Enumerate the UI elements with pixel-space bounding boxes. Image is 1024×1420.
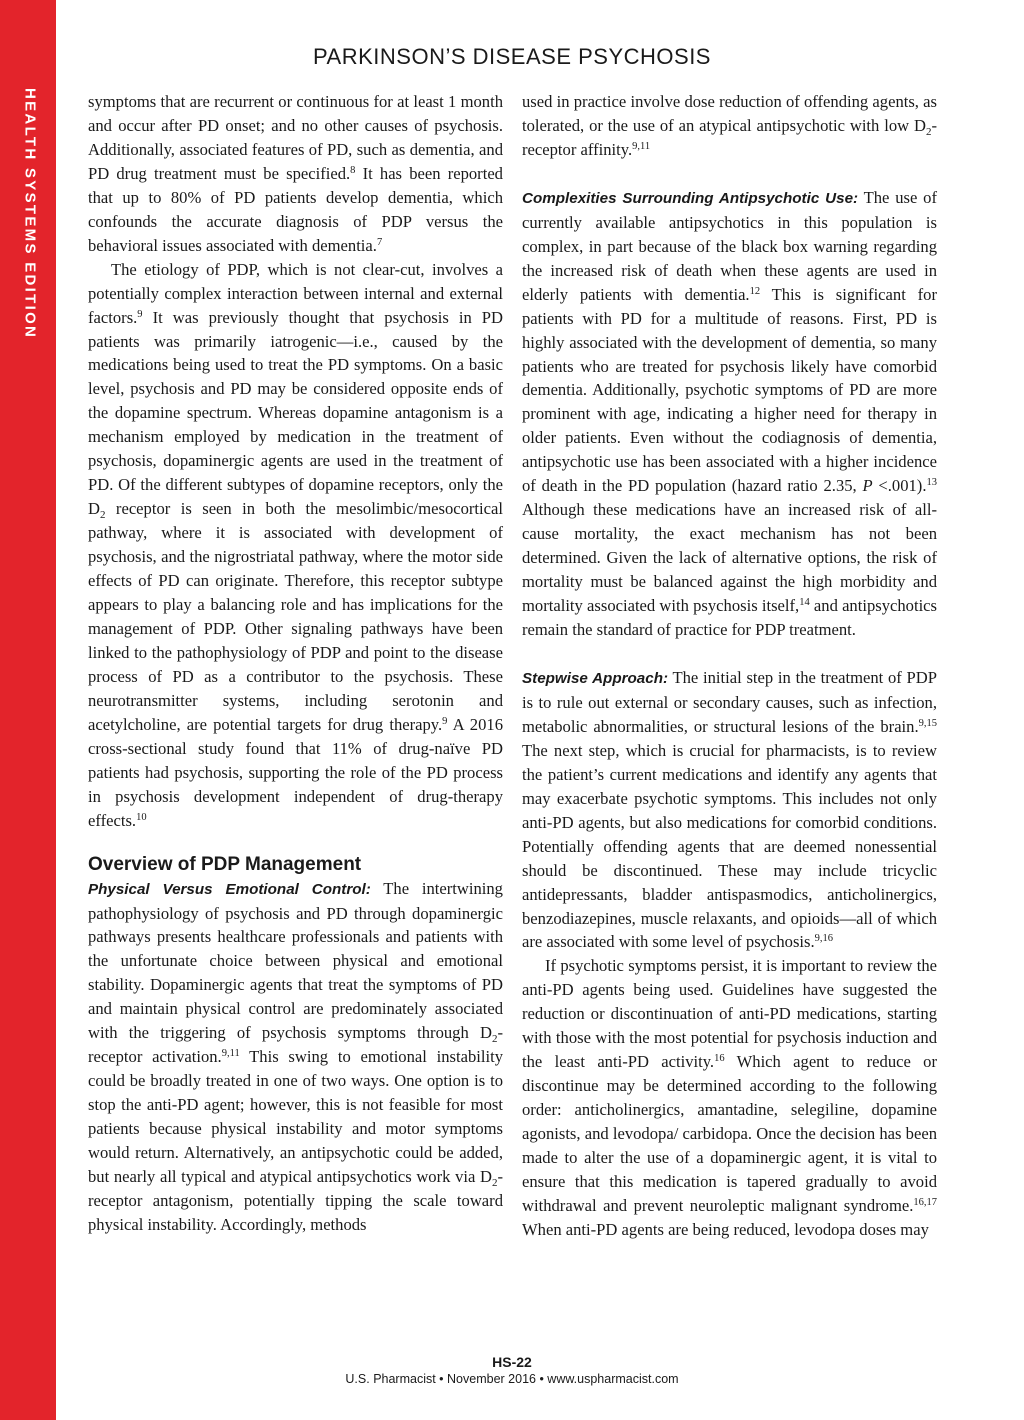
reference-superscript: 14 (799, 597, 810, 609)
section-heading: Overview of PDP Management (88, 853, 362, 875)
subscript: 2 (925, 125, 932, 138)
paragraph: Stepwise Approach: The initial step in the treatment of PDP is to rule out external or secondary causes, such as infection, metabolic abnormalities, or structural lesions of the brain.$^{9,15}$ The next step, which is crucial for pharmacists, is to review the patient’s current medications and identify any agents that may exacerbate psychotic symptoms. This includes not only anti-PD agents, but also medications for comorbid conditions. Potentially offending agents that are deemed nonessential should be discontinued. These may include tricyclic antidepressants, bladder antispasmodics, anticholinergics, benzodiazepines, muscle relaxants, and opioids—all of which are associated with some level of psychosis.$^{9,16}$ (522, 667, 937, 952)
subscript: 2 (99, 509, 106, 522)
reference-superscript: 7 (376, 236, 383, 248)
subscript: 2 (491, 1033, 498, 1046)
reference-superscript: 16,17 (913, 1196, 937, 1208)
paragraph: If psychotic symptoms persist, it is important to review the anti-PD agents being used. Guidelines have suggested the reduction or discontinuation of anti-PD medications, starting with those with the most potential for psychosis induction and the least anti-PD activity.$^{16}$ Which agent to reduce or discontinue may be determined according to the following order: anticholinergics, amantadine, selegiline, dopamine agonists, and levodopa/ carbidopa. Once the decision has been made to alter the use of a dopaminergic agent, it is vital to ensure that this medication is tapered gradually to avoid withdrawal and prevent neuroleptic malignant syndrome.$^{16,17}$ When anti-PD agents are being reduced, levodopa doses may (522, 956, 937, 1239)
side-tab (0, 0, 56, 1420)
paragraph: The etiology of PDP, which is not clear-cut, involves a potentially complex interaction between internal and external factors.$^9$ It was previously thought that psychosis in PD patients was primarily iatrogenic—i.e., caused by the medications being used to treat the PD symptoms. On a basic level, psychosis and PD may be considered opposite ends of the dopamine spectrum. Whereas dopamine antagonism is a mechanism employed by medication in the treatment of psychosis, dopaminergic agents are used in the treatment of PD. Of the different subtypes of dopamine receptors, only the $D_2$ receptor is seen in both the mesolimbic/mesocortical pathway, where it is associated with development of psychosis, and the nigrostriatal pathway, where the motor side effects of PD can originate. Therefore, this receptor subtype appears to play a balancing role and has implications for the management of PDP. Other signaling pathways have been linked to the pathophysiology of PDP and point to the disease process of PD as a contributor to the psychosis. These neurotransmitter systems, including serotonin and acetylcholine, are potential targets for drug therapy.$^9$ A 2016 cross-sectional study found that 11% of drug-naïve PD patients had psychosis, supporting the role of the PD process in psychosis development independent of drug-therapy effects.$^{10}$ (88, 259, 503, 830)
running-head: PARKINSON’S DISEASE PSYCHOSIS (313, 44, 711, 69)
reference-superscript: 9 (137, 308, 143, 320)
reference-superscript: 9 (442, 715, 448, 727)
reference-superscript: 12 (749, 285, 761, 297)
paragraph: used in practice involve dose reduction of offending agents, as tolerated, or the use of an atypical antipsychotic with low $D_2$-receptor affinity.$^{9,11}$ (522, 92, 937, 159)
run-in-heading: Complexities Surrounding Antipsychotic Use: (522, 189, 859, 207)
right-column (522, 90, 937, 1242)
reference-superscript: 9,11 (221, 1048, 240, 1060)
run-in-heading: Physical Versus Emotional Control: (88, 880, 371, 898)
run-in-heading: Stepwise Approach: (522, 669, 669, 687)
left-column (88, 90, 503, 1237)
reference-superscript: 9,11 (632, 140, 651, 152)
reference-superscript: 8 (350, 164, 356, 176)
reference-superscript: 10 (136, 811, 147, 823)
paragraph: Complexities Surrounding Antipsychotic Use: The use of currently available antipsychotics in this population is complex, in part because of the black box warning regarding the increased risk of death when these agents are used in elderly patients with dementia.$^{12}$ This is significant for patients with PD for a multitude of reasons. First, PD is highly associated with the development of dementia, so many patients who are treated for psychosis likely have comorbid dementia. Additionally, psychotic symptoms of PD are more prominent with age, indicating a higher need for therapy in older patients. Even without the codiagnosis of dementia, antipsychotic use has been associated with a higher incidence of death in the PD population (hazard ratio 2.35, P <.001).$^{13}$ Although these medications have an increased risk of all-cause mortality, the exact mechanism has not been determined. Given the lack of alternative options, the risk of mortality must be balanced against the high morbidity and mortality associated with psychosis itself,$^{14}$ and antipsychotics remain the standard of practice for PDP treatment. (522, 187, 937, 640)
reference-superscript: 9,16 (814, 933, 833, 945)
reference-superscript: 13 (926, 477, 937, 489)
footer-credit: U.S. Pharmacist • November 2016 • www.uspharmacist.com (345, 1372, 679, 1386)
paragraph: symptoms that are recurrent or continuous for at least 1 month and occur after PD onset; and no other causes of psychosis. Additionally, associated features of PD, such as dementia, and PD drug treatment must be specified.$^8$ It has been reported that up to 80% of PD patients develop dementia, which confounds the accurate diagnosis of PDP versus the behavioral issues associated with dementia.$^7$ (88, 92, 503, 255)
page-number: HS-22 (492, 1354, 532, 1370)
edition-label: HEALTH SYSTEMS EDITION (21, 88, 39, 340)
paragraph: Physical Versus Emotional Control: The intertwining pathophysiology of psychosis and PD through dopaminergic pathways presents healthcare professionals and patients with the unfortunate choice between physical and emotional stability. Dopaminergic agents that treat the symptoms of PD and maintain physical control are predominately associated with the triggering of psychosis symptoms through $D_2$-receptor activation.$^{9,11}$ This swing to emotional instability could be broadly treated in one of two ways. One option is to stop the anti-PD agent; however, this is not feasible for most patients because physical instability and motor symptoms would return. Alternatively, an antipsychotic could be added, but nearly all typical and atypical antipsychotics work via $D_2$-receptor antagonism, potentially tipping the scale toward physical instability. Accordingly, methods (88, 878, 504, 1234)
italic-p: P (862, 476, 873, 496)
reference-superscript: 16 (714, 1053, 725, 1065)
reference-superscript: 9,15 (918, 717, 937, 729)
subscript: 2 (491, 1176, 498, 1189)
